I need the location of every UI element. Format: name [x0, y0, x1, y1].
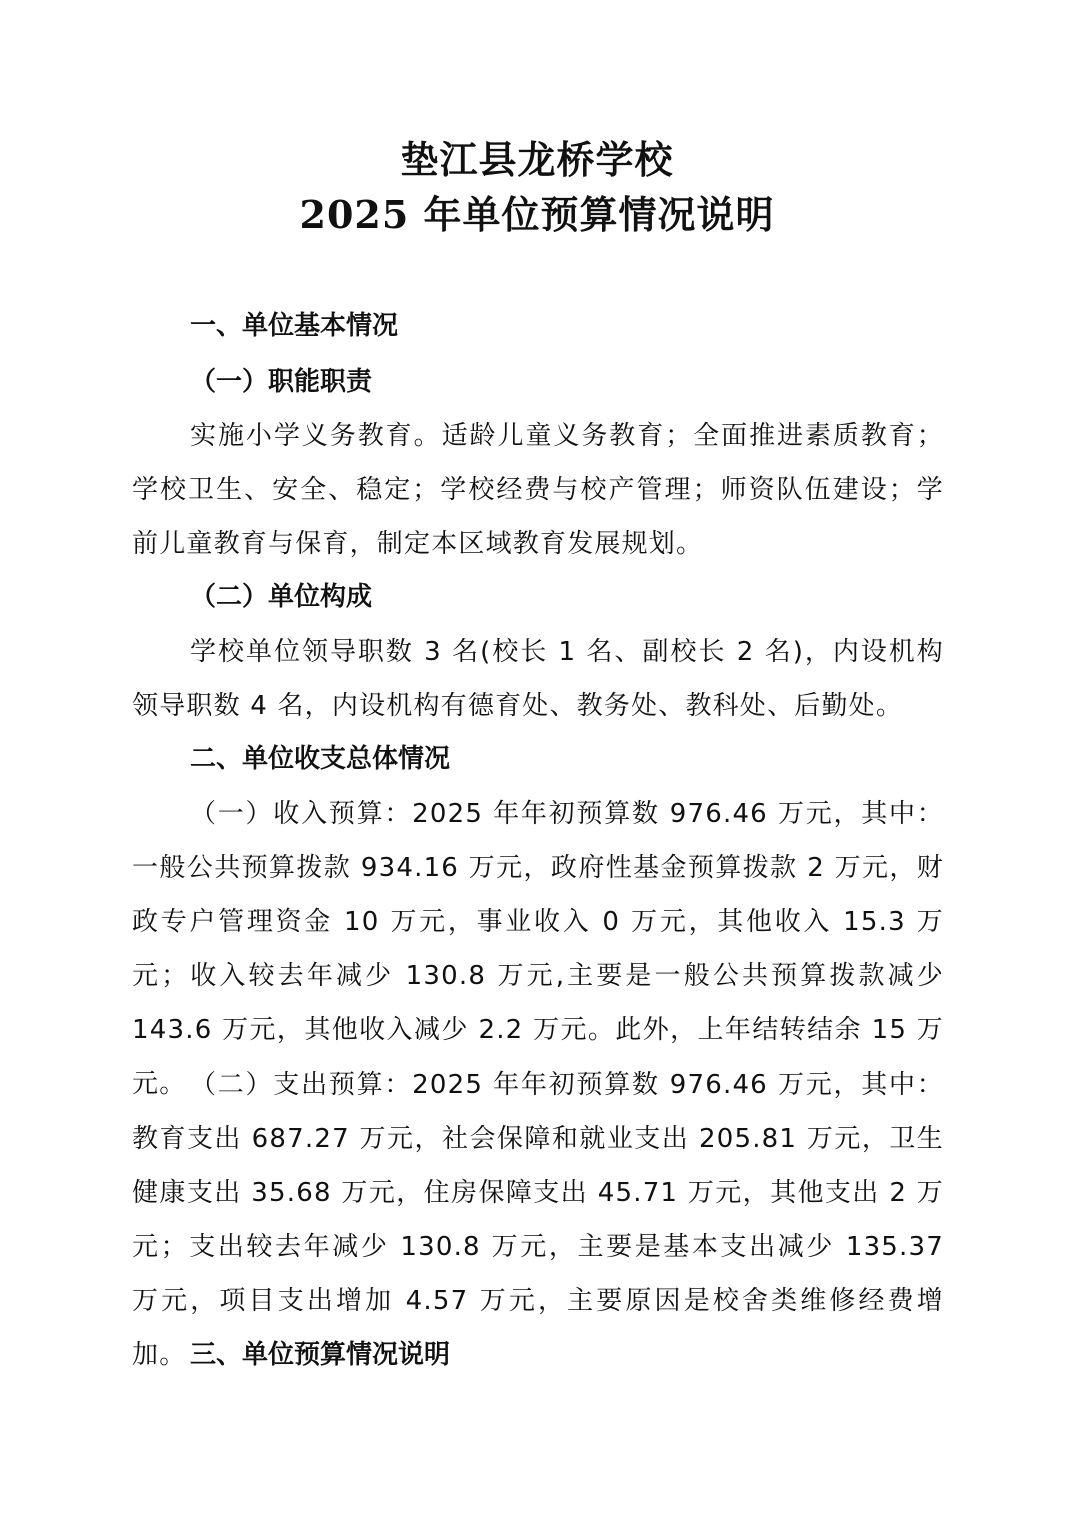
paragraph-income-budget: （一）收入预算：2025 年年初预算数 976.46 万元，其中：一般公共预算拨款 934.16 万元，政府性基金预算拨款 2 万元，财政专户管理资金 10 万元，事业收入 0 万元，其他收入 15.3 万元；收入较去年减少 130.8 万元,主要是一般公共预算拨款减少 143.6 万元，其他收入减少 2.2 万元。此外，上年结转结余 15 万元。 — [132, 799, 944, 1099]
subsection-heading-functions: （一）职能职责 — [190, 367, 373, 397]
section-heading-income-expenditure: 二、单位收支总体情况 — [190, 744, 451, 774]
document-title-line2: 2025 年单位预算情况说明 — [299, 192, 775, 237]
paragraph-functions: 实施小学义务教育。适龄儿童义务教育；全面推进素质教育；学校卫生、安全、稳定；学校经费与校产管理；师资队伍建设；学前儿童教育与保育，制定本区域教育发展规划。 — [132, 421, 944, 559]
section-heading-basic-info: 一、单位基本情况 — [190, 311, 399, 341]
document-title-line1: 垫江县龙桥学校 — [400, 137, 674, 182]
paragraph-composition: 学校单位领导职数 3 名(校长 1 名、副校长 2 名)，内设机构领导职数 4 名，内设机构有德育处、教务处、教科处、后勤处。 — [132, 637, 944, 721]
subsection-heading-composition: （二）单位构成 — [190, 582, 373, 612]
paragraph-expenditure-budget: （二）支出预算：2025 年年初预算数 976.46 万元，其中：教育支出 687.27 万元，社会保障和就业支出 205.81 万元，卫生健康支出 35.68 万元，住房保障支出 45.71 万元，其他支出 2 万元；支出较去年减少 130.8 万元，主要是基本支出减少 135.37 万元，项目支出增加 4.57 万元，主要原因是校舍类维修经费增加。 — [132, 1070, 944, 1370]
section-heading-budget-explanation: 三、单位预算情况说明 — [190, 1340, 451, 1370]
